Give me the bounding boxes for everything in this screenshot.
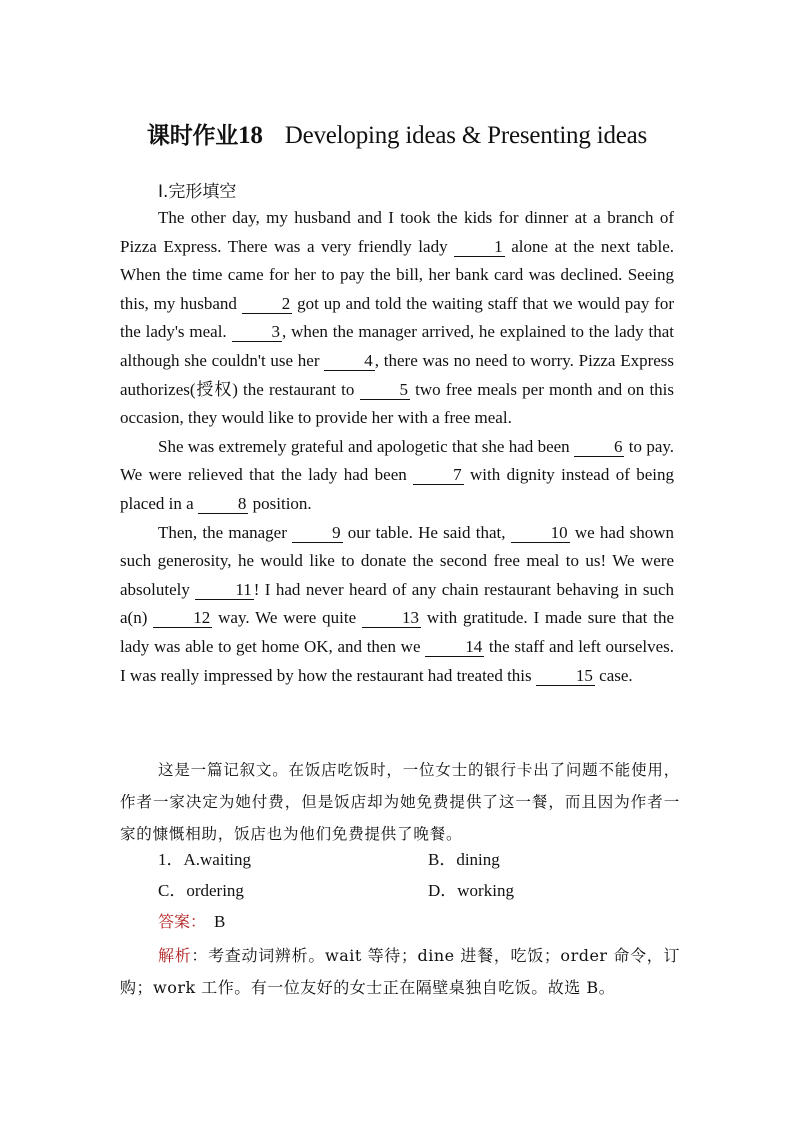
passage-text: , when the manager arrived, he explained to the lady that although she couldn't use her: [120, 322, 674, 370]
blank-15: 15: [536, 666, 595, 686]
blank-9: 9: [292, 523, 343, 543]
blank-1: 1: [454, 237, 505, 257]
analysis-block: [120, 940, 680, 1004]
blank-2: 2: [242, 294, 293, 314]
option-d: D．working: [428, 881, 514, 900]
cloze-passage: [120, 204, 674, 690]
passage-text: Then, the manager: [158, 522, 287, 542]
title-chinese: 课时作业: [146, 122, 239, 149]
analysis-text: ：考查动词辨析。wait 等待；dine 进餐，吃饭；order 命令，订购；work 工作。有一位友好的女士正在隔壁桌独自吃饭。故选 B。: [120, 946, 680, 997]
blank-3: 3: [232, 322, 283, 342]
passage-text: alone at the next table. When the time came for her to pay the bill, her bank card was declined. Seeing this, my husband: [120, 236, 675, 313]
blank-10: 10: [511, 523, 570, 543]
blank-8: 8: [198, 494, 249, 514]
page-title: [0, 118, 794, 154]
passage-text: She was extremely grateful and apologetic that she had been: [158, 436, 570, 456]
blank-12: 12: [153, 608, 212, 628]
option-a: 1．A.waiting: [158, 850, 252, 869]
passage-text: with gratitude. I made sure that the lady was able to get home OK, and then we: [120, 608, 675, 656]
passage-text: we had shown such generosity, he would like to donate the second free meal to us! We were absolutely: [120, 522, 675, 599]
section-heading: Ⅰ.完形填空: [158, 182, 237, 202]
answer-label: 答案：: [158, 912, 207, 931]
passage-text: case.: [599, 665, 633, 685]
passage-text: position.: [252, 493, 312, 513]
blank-11: 11: [195, 580, 253, 600]
passage-text: got up and told the waiting staff that we would pay for the lady's meal.: [120, 293, 675, 342]
passage-text: to pay. We were relieved that the lady had been: [120, 436, 675, 485]
paragraph-3: [120, 519, 674, 691]
passage-text: two free meals per month and on this occasion, they would like to provide her with a free meal.: [120, 379, 675, 428]
answer-value: B: [214, 912, 226, 931]
blank-14: 14: [425, 637, 484, 657]
blank-13: 13: [362, 608, 421, 628]
option-b: B．dining: [428, 850, 500, 869]
blank-7: 7: [413, 465, 464, 485]
passage-text: The other day, my husband and I took the kids for dinner at a branch of Pizza Express. There was a very friendly lady: [120, 208, 674, 256]
blank-5: 5: [360, 380, 411, 400]
title-number: 18: [238, 122, 263, 149]
passage-text: with dignity instead of being placed in a: [120, 465, 674, 513]
passage-text: ! I had never heard of any chain restaurant behaving in such a(n): [120, 579, 674, 628]
paragraph-2: [120, 433, 674, 519]
blank-4: 4: [324, 351, 375, 371]
passage-summary: 这是一篇记叙文。在饭店吃饭时，一位女士的银行卡出了问题不能使用，作者一家决定为她付费，但是饭店却为她免费提供了这一餐，而且因为作者一家的慷慨相助，饭店也为他们免费提供了晚餐。: [120, 761, 680, 843]
option-c: C．ordering: [158, 881, 244, 900]
title-english: Developing ideas & Presenting ideas: [284, 122, 648, 149]
passage-text: way. We were quite: [218, 608, 357, 628]
passage-text: our table. He said that,: [347, 522, 506, 542]
blank-6: 6: [574, 437, 625, 457]
paragraph-1: [120, 204, 674, 433]
passage-text: the staff and left ourselves. I was really impressed by how the restaurant had treated this: [120, 636, 674, 685]
passage-text: , there was no need to worry. Pizza Express authorizes(授权) the restaurant to: [120, 350, 675, 399]
analysis-label: 解析: [158, 946, 192, 965]
